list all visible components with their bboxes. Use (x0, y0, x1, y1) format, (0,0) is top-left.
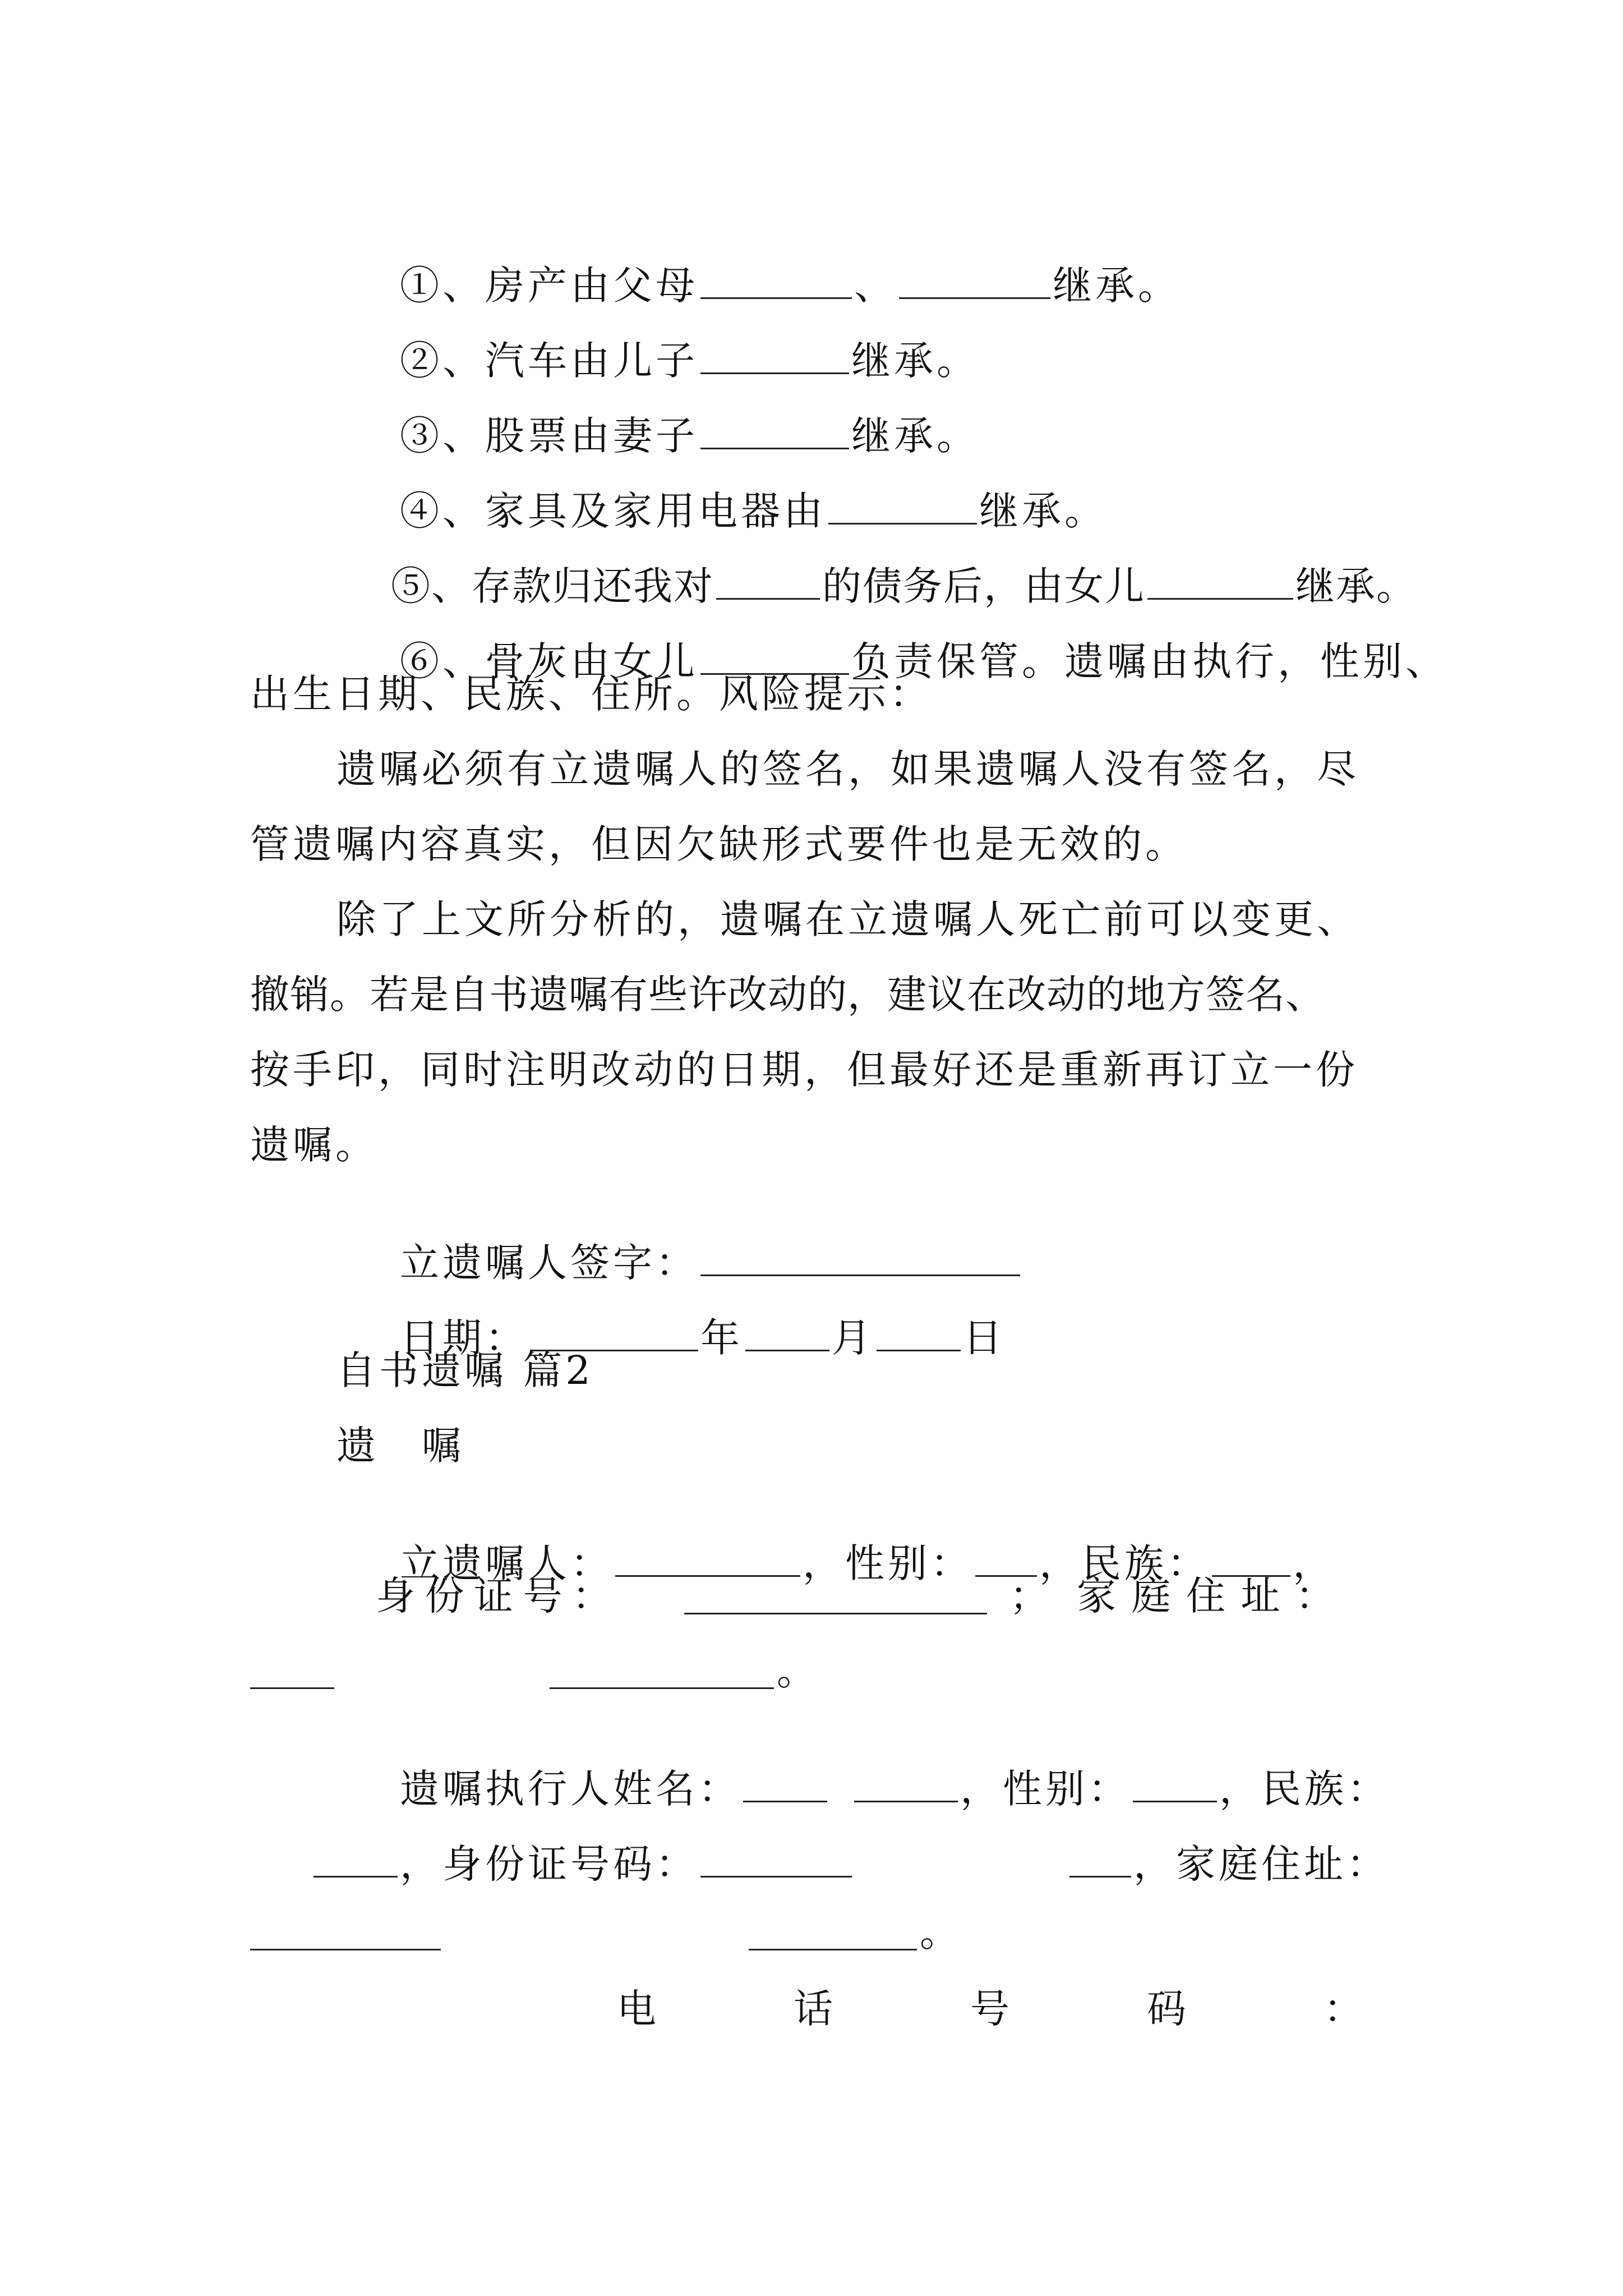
date-year: 年 (700, 1315, 744, 1361)
item-1-text-c: 继承。 (1053, 263, 1181, 309)
addr-char-1: 家 (1077, 1573, 1116, 1619)
item-1-text-b: 、 (854, 263, 897, 309)
risk-para-2-line-2: 撤销。若是自书遗嘱有些许改动的，建议在改动的地方签名、 (250, 972, 1325, 1018)
testator-gender-label: ，性别： (803, 1540, 974, 1586)
testator-id-blank (684, 1613, 987, 1614)
testator-label: 立遗嘱人： (400, 1540, 614, 1586)
item-6-continuation: 出生日期、民族、住所。风险提示： (250, 671, 932, 717)
executor-ethnicity-label: ，民族： (1219, 1766, 1390, 1812)
executor-id-blank-2 (1069, 1841, 1131, 1878)
address-label-spread (1077, 1573, 1335, 1619)
addr-char-4: 址 (1241, 1573, 1280, 1619)
date-month: 月 (832, 1315, 875, 1361)
date-day-blank (877, 1315, 961, 1351)
addr-char-3: 住 (1186, 1573, 1225, 1619)
phone-char-4: 码 (1147, 1986, 1186, 2032)
executor-address-end: 。 (920, 1910, 962, 1955)
risk-para-1-line-1: 遗嘱必须有立遗嘱人的签名，如果遗嘱人没有签名，尽 (336, 746, 1359, 792)
signature-blank (700, 1240, 1020, 1276)
blank-wife (700, 413, 849, 449)
blank-debt (716, 563, 820, 600)
date-label: 日期： (400, 1315, 528, 1361)
executor-address-blank-2 (749, 1949, 917, 1950)
blank-son (700, 338, 849, 374)
phone-char-2: 话 (794, 1986, 833, 2032)
blank-furniture (828, 488, 977, 524)
item-3-text-b: 继承。 (851, 413, 980, 459)
addr-char-2: 庭 (1131, 1573, 1171, 1619)
executor-name-blank-1 (743, 1766, 827, 1802)
signature-label: 立遗嘱人签字： (400, 1240, 699, 1286)
phone-char-5: ： (1324, 1986, 1363, 2032)
item-5-text-a: ⑤、存款归还我对 (391, 563, 714, 609)
id-char-4: 号 (523, 1573, 562, 1619)
blank-ashes (700, 638, 849, 675)
id-char-1: 身 (376, 1573, 415, 1619)
id-char-5: ： (572, 1573, 611, 1619)
executor-id-blank-1 (700, 1841, 852, 1878)
item-5-text-c: 继承。 (1295, 563, 1417, 609)
item-2-text-a: ②、汽车由儿子 (400, 338, 699, 384)
date-year-blank (530, 1315, 698, 1351)
testator-name-blank (615, 1540, 800, 1577)
section-2-title: 自书遗嘱 篇2 (336, 1347, 594, 1393)
testator-ethnicity-label: ，民族： (1039, 1540, 1210, 1586)
phone-label-spread (617, 1986, 1363, 2032)
executor-id-label: ，身份证号码： (400, 1841, 699, 1887)
executor-gender-blank (1133, 1766, 1217, 1802)
item-2-text-b: 继承。 (851, 338, 980, 384)
addr-char-5: ： (1295, 1573, 1335, 1619)
id-char-2: 份 (425, 1573, 464, 1619)
executor-name-blank-2 (854, 1766, 958, 1802)
address-end: 。 (777, 1648, 819, 1694)
executor-label: 遗嘱执行人姓名： (400, 1766, 741, 1812)
risk-para-2-line-3: 按手印，同时注明改动的日期，但最好还是重新再订立一份 (250, 1047, 1358, 1093)
testator-end: ， (1293, 1540, 1336, 1586)
item-1-text-a: ①、房产由父母 (400, 263, 699, 309)
item-6-text-b: 负责保管。遗嘱由执行，性别、 (851, 638, 1449, 684)
testator-gender-blank (975, 1540, 1037, 1577)
date-month-blank (745, 1315, 829, 1351)
risk-para-2-line-4: 遗嘱。 (250, 1122, 378, 1168)
will-heading: 遗 嘱 (336, 1423, 464, 1469)
id-sep: ； (1009, 1573, 1052, 1619)
item-3-text-a: ③、股票由妻子 (400, 413, 699, 459)
id-label-spread (376, 1573, 611, 1619)
testator-address-blank-1 (250, 1687, 334, 1689)
executor-ethnicity-blank (313, 1841, 398, 1878)
executor-gender-label: ，性别： (960, 1766, 1131, 1812)
phone-char-3: 号 (970, 1986, 1009, 2032)
item-5-text-b: 的债务后，由女儿 (822, 563, 1146, 609)
blank-parent-2 (899, 263, 1050, 299)
testator-address-blank-2 (550, 1687, 774, 1689)
blank-parent-1 (700, 263, 852, 299)
item-4-text-b: 继承。 (979, 488, 1108, 534)
blank-daughter (1147, 563, 1293, 600)
id-char-3: 证 (474, 1573, 513, 1619)
date-day: 日 (963, 1315, 1006, 1361)
testator-ethnicity-blank (1212, 1540, 1290, 1577)
executor-line-2 (250, 1802, 1389, 1923)
executor-address-label: ，家庭住址： (1133, 1841, 1390, 1887)
phone-char-1: 电 (617, 1986, 656, 2032)
risk-para-1-line-2: 管遗嘱内容真实，但因欠缺形式要件也是无效的。 (250, 821, 1188, 867)
risk-para-2-line-1: 除了上文所分析的，遗嘱在立遗嘱人死亡前可以变更、 (336, 896, 1359, 942)
item-6-text-a: ⑥、骨灰由女儿 (400, 638, 699, 684)
item-4-text-a: ④、家具及家用电器由 (400, 488, 827, 534)
executor-address-blank-1 (250, 1949, 441, 1950)
